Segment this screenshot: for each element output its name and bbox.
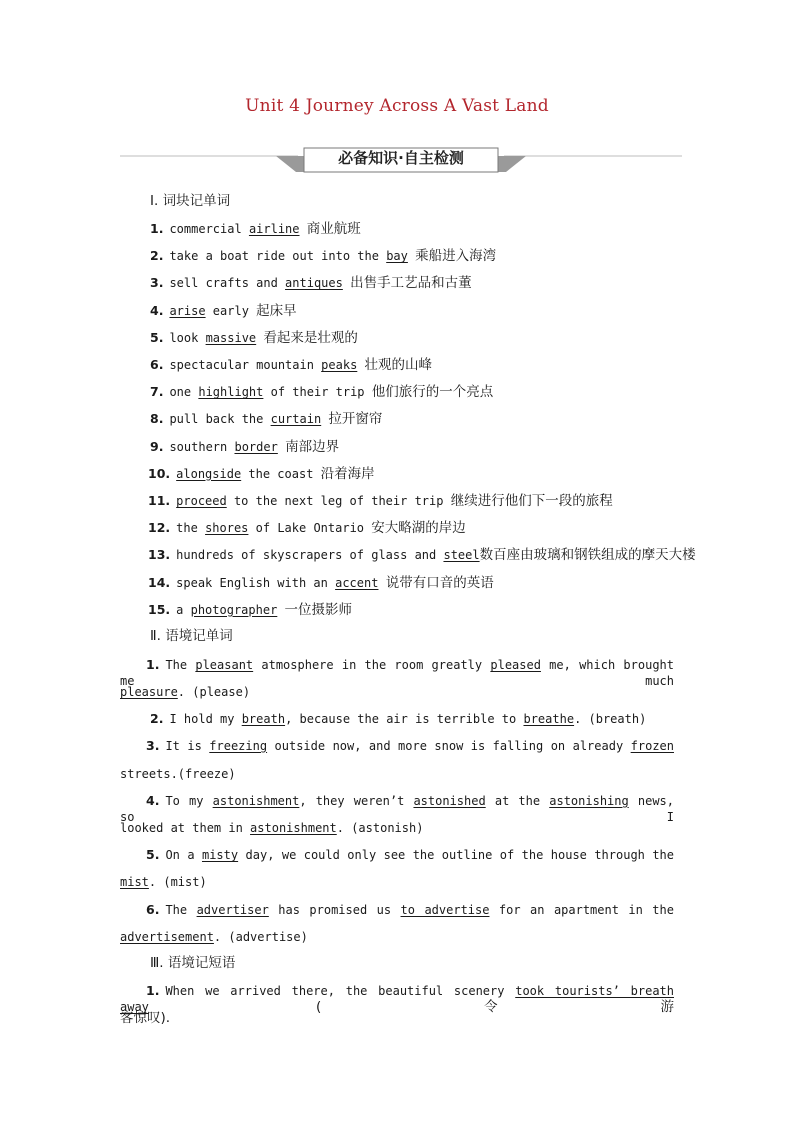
answer: to advertise (400, 903, 490, 917)
answer-word: border (234, 439, 278, 454)
item-number: 3. (150, 275, 164, 291)
answer: freezing (209, 739, 268, 753)
answer: advertiser (196, 903, 269, 917)
phrase-text: pull back the (169, 412, 271, 427)
item-number: 11. (148, 493, 171, 508)
chinese-meaning: 说带有口音的英语 (385, 574, 494, 591)
exercise-line: streets.(freeze) (120, 767, 236, 781)
vocab-item (150, 221, 361, 237)
page-title: Unit 4 Journey Across A Vast Land (245, 96, 549, 116)
answer: frozen (630, 739, 674, 753)
phrase-text (343, 276, 350, 290)
exercise-line: pleasure. (please) (120, 685, 251, 699)
item-number: 2. (150, 248, 164, 264)
chinese-meaning: 出售手工艺品和古董 (350, 275, 472, 292)
vocab-item (150, 275, 472, 291)
phrase-text (300, 222, 307, 236)
answer-word: highlight (198, 385, 264, 400)
banner-text: 必备知识·自主检测 (338, 149, 464, 167)
vocab-item (150, 330, 358, 346)
answer-word: massive (205, 330, 257, 345)
answer: pleasure (120, 685, 178, 699)
item-number: 5. (150, 329, 164, 345)
answer: astonishment (212, 794, 300, 808)
answer-word: bay (386, 249, 408, 264)
exercise-line: 1. When we arrived there, the beautiful scenery took tourists’ breath away (令游 (120, 983, 674, 1015)
item-number: 9. (150, 438, 164, 454)
phrase-text: early (205, 303, 257, 318)
exercise-line: 5. On a misty day, we could only see the outline of the house through the (146, 847, 674, 862)
chinese-meaning: 南部边界 (285, 438, 340, 455)
vocab-item (150, 357, 432, 373)
exercise-line: 2. I hold my breath, because the air is terrible to breathe. (breath) (150, 711, 647, 726)
phrase-text: one (169, 385, 199, 400)
vocab-item (148, 547, 696, 563)
phrase-text: of their trip (263, 385, 372, 400)
chinese-meaning: 乘船进入海湾 (415, 248, 497, 265)
chinese-meaning: 一位摄影师 (284, 601, 353, 618)
vocab-item (150, 303, 297, 319)
phrase-text: to the next leg of their trip (226, 494, 451, 508)
exercise-line: looked at them in astonishment. (astonish) (120, 821, 424, 835)
item-number: 6. (150, 357, 164, 372)
exercise-line: 1. The pleasant atmosphere in the room greatly pleased me, which brought me much (120, 657, 675, 688)
answer-word: alongside (176, 466, 242, 481)
item-number: 14. (148, 574, 171, 590)
section-heading: Ⅰ. 词块记单词 (150, 193, 231, 209)
vocab-item (150, 411, 382, 427)
exercise-line: 3. It is freezing outside now, and more snow is falling on already frozen (146, 738, 674, 753)
answer-word: steel (443, 548, 480, 563)
phrase-text: hundreds of skyscrapers of glass and (176, 548, 444, 563)
answer-word: shores (205, 521, 249, 536)
phrase-text (378, 576, 385, 590)
chinese-meaning: 他们旅行的一个亮点 (371, 384, 494, 401)
answer-word: antiques (285, 276, 343, 291)
item-number: 8. (150, 411, 164, 427)
phrase-text: take a boat ride out into the (169, 249, 387, 264)
phrase-text (277, 603, 284, 617)
item-number: 13. (148, 547, 171, 563)
chinese-meaning: 安大略湖的岸边 (371, 520, 466, 537)
phrase-text: of Lake Ontario (248, 521, 372, 536)
answer-word: arise (169, 303, 206, 318)
answer-word: peaks (321, 358, 358, 372)
phrase-text (278, 440, 285, 454)
answer: astonishment (250, 821, 337, 835)
vocab-item (148, 575, 494, 591)
exercise-line: mist. (mist) (120, 875, 207, 889)
chinese-meaning: 继续进行他们下一段的旅程 (450, 493, 613, 509)
section-banner (120, 146, 682, 174)
answer-word: photographer (190, 602, 278, 617)
answer: astonished (413, 794, 486, 808)
vocab-item (150, 248, 496, 264)
answer: breath (241, 712, 286, 726)
chinese-meaning: 沿着海岸 (320, 465, 375, 482)
item-number: 7. (150, 384, 164, 400)
answer: mist (120, 875, 149, 889)
item-number: 12. (148, 520, 171, 536)
vocab-item (148, 602, 352, 618)
exercise-line: 客惊叹). (120, 1010, 171, 1026)
chinese-meaning: 商业航班 (306, 221, 361, 237)
exercise-line: 6. The advertiser has promised us to advertise for an apartment in the (146, 902, 674, 917)
answer: pleasant (195, 658, 254, 672)
item-number: 4. (150, 302, 164, 318)
answer-word: accent (335, 575, 379, 590)
phrase-text: sell crafts and (169, 276, 286, 291)
phrase-text (357, 358, 364, 372)
answer: breathe (523, 712, 575, 726)
phrase-text: commercial (169, 222, 249, 236)
chinese-meaning: 数百座由玻璃和钢铁组成的摩天大楼 (479, 547, 696, 564)
vocab-item (148, 493, 613, 509)
answer-word: proceed (176, 494, 227, 508)
item-number: 10. (148, 465, 171, 481)
item-number: 1. (150, 221, 164, 236)
exercise-line: advertisement. (advertise) (120, 930, 308, 944)
exercise-line: 4. To my astonishment, they weren’t astonished at the astonishing news, so I (120, 793, 674, 824)
phrase-text: the (176, 521, 206, 536)
section-heading: Ⅱ. 语境记单词 (150, 628, 233, 644)
answer: pleased (490, 658, 541, 672)
vocab-item (148, 520, 466, 536)
answer-word: curtain (270, 412, 322, 427)
answer-word: airline (248, 222, 300, 236)
vocab-item (150, 439, 339, 455)
phrase-text: spectacular mountain (169, 358, 322, 372)
phrase-text: speak English with an (176, 575, 336, 590)
answer: advertisement (120, 930, 214, 944)
vocab-item (150, 384, 493, 400)
chinese-meaning: 拉开窗帘 (328, 411, 383, 428)
chinese-meaning: 看起来是壮观的 (263, 329, 358, 346)
answer: misty (201, 848, 239, 862)
section-heading: Ⅲ. 语境记短语 (150, 955, 236, 971)
phrase-text: a (176, 602, 191, 617)
phrase-text: look (169, 330, 206, 345)
answer: astonishing (549, 794, 629, 808)
answer: took tourists’ breath away (120, 984, 674, 1014)
item-number: 15. (148, 601, 171, 617)
phrase-text: the coast (241, 466, 321, 481)
vocab-item (148, 466, 375, 482)
chinese-meaning: 起床早 (256, 302, 297, 319)
phrase-text: southern (169, 439, 235, 454)
chinese-meaning: 壮观的山峰 (364, 357, 433, 373)
